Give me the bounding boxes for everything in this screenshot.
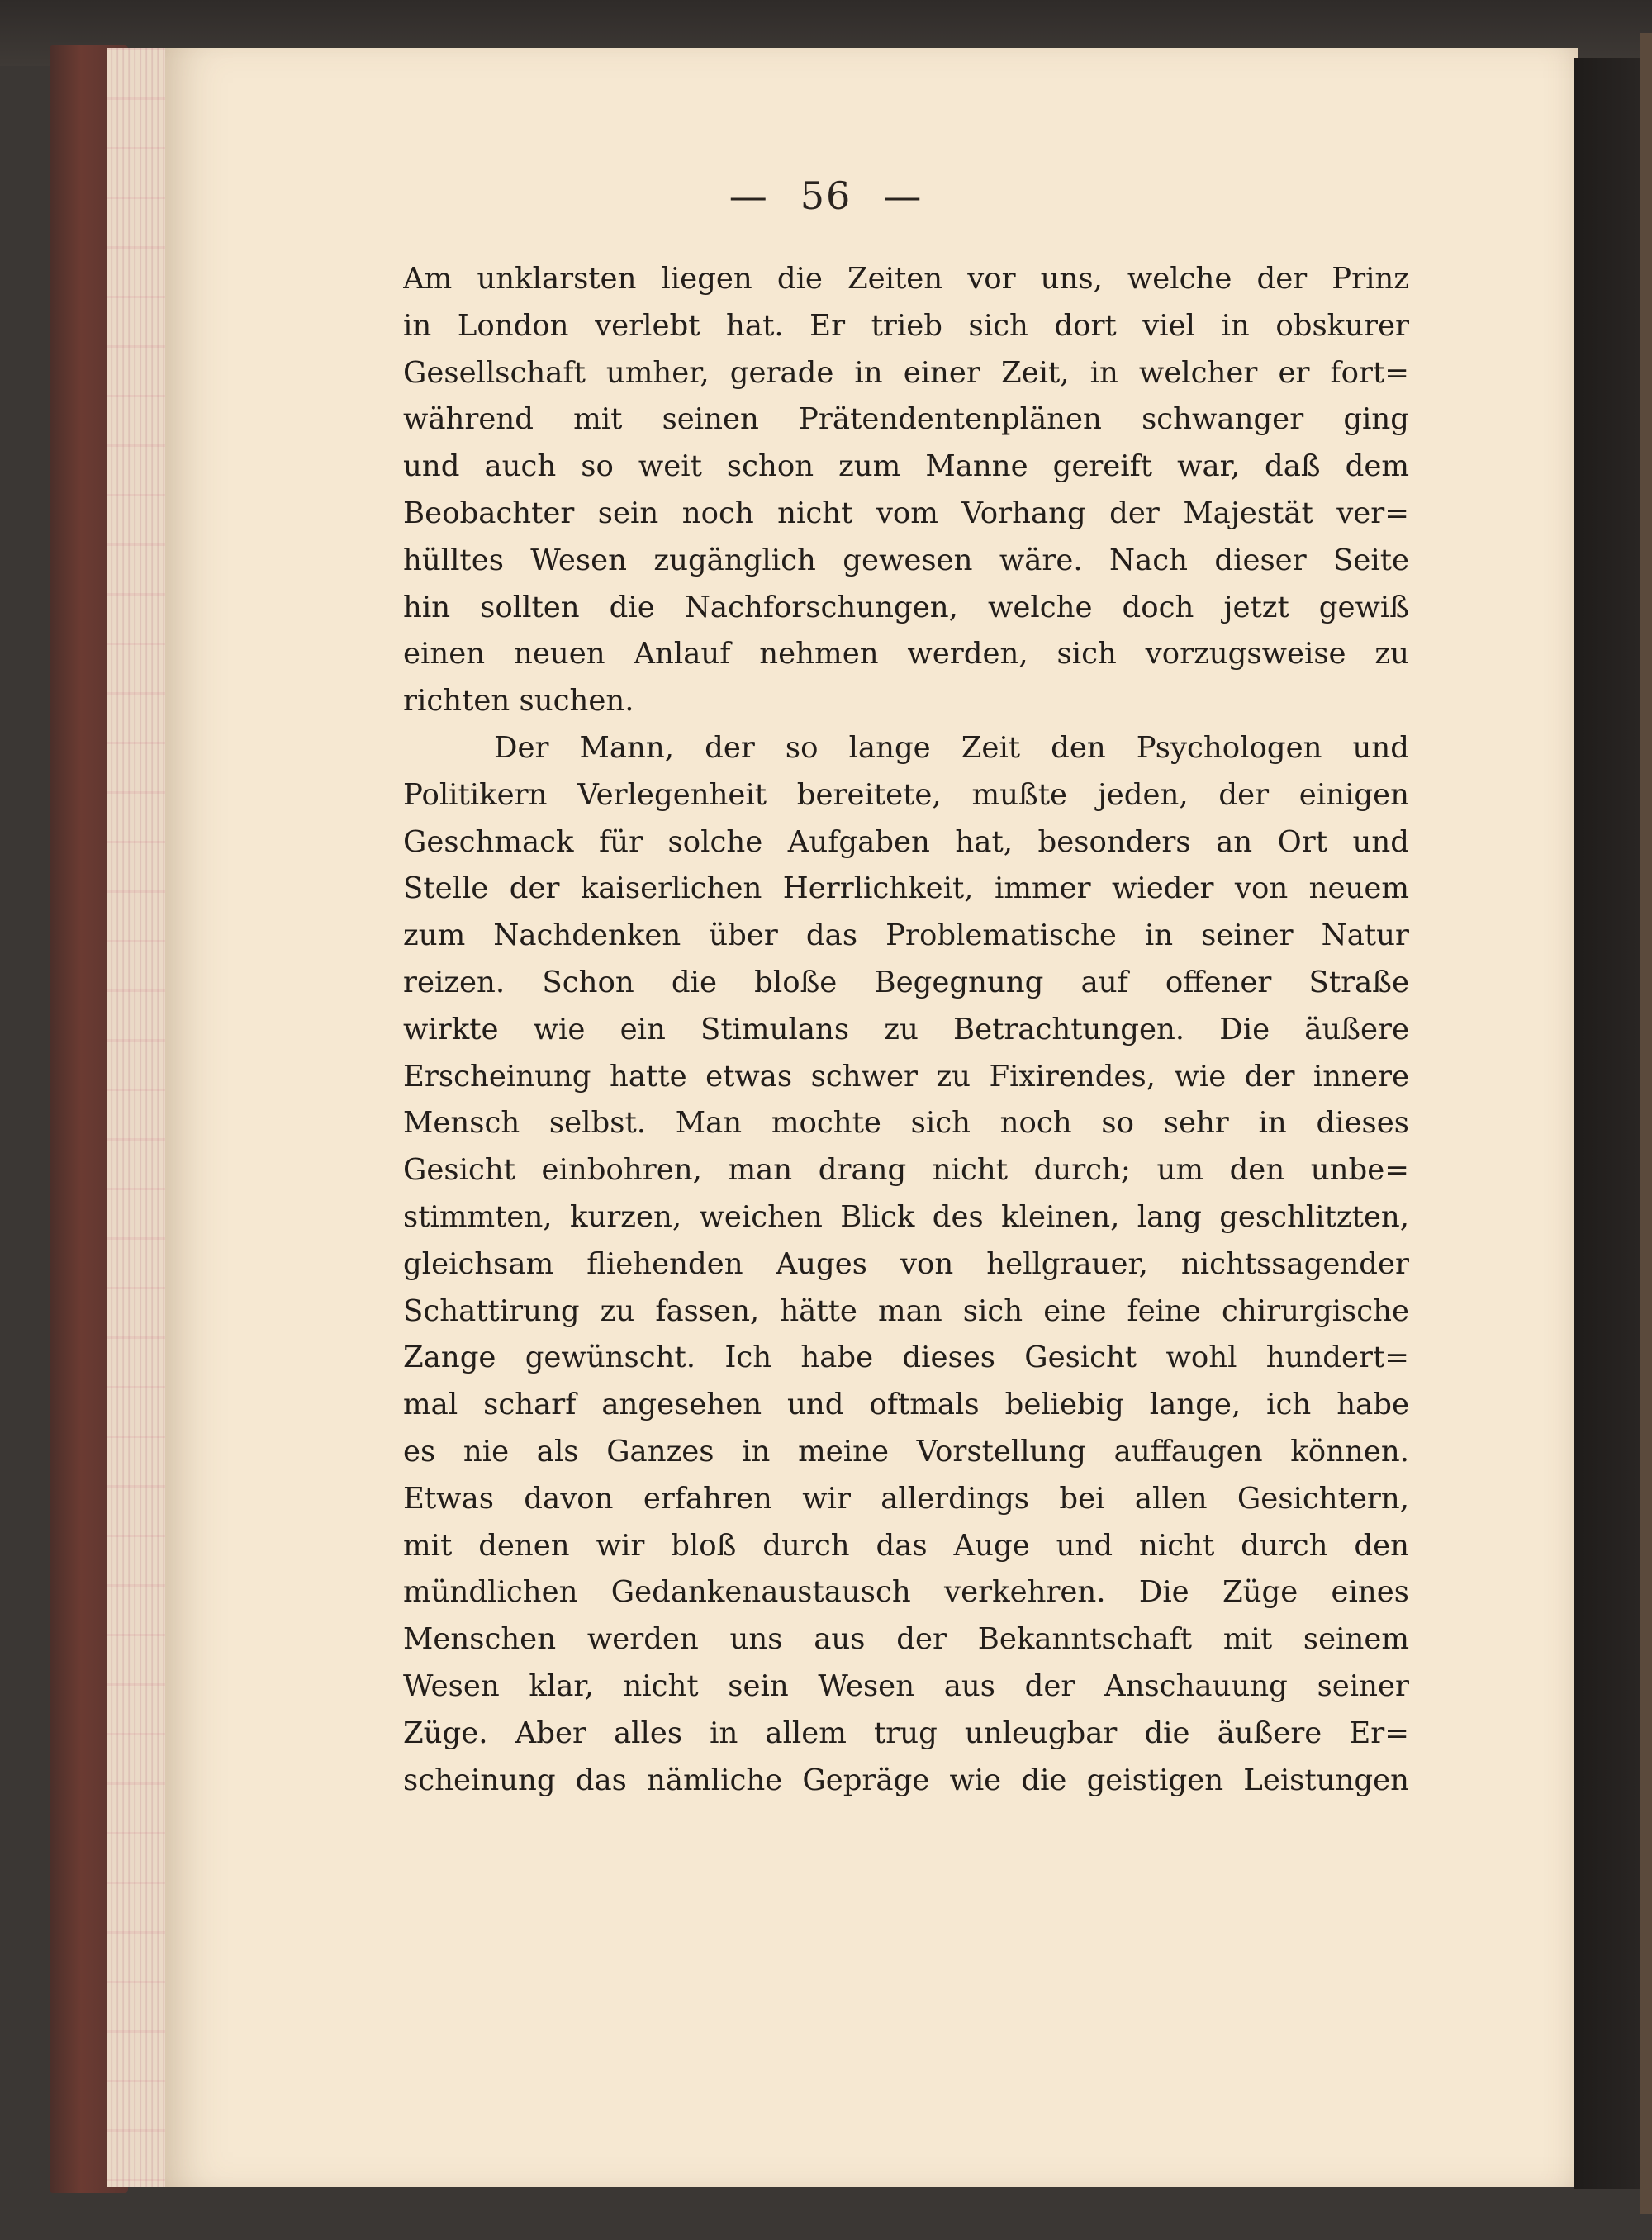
background-right (1640, 33, 1652, 2214)
text-line: stimmten, kurzen, weichen Blick des kleinen, lang geschlitzten, (403, 1199, 1409, 1234)
text-line: Stelle der kaiserlichen Herrlichkeit, immer wieder von neuem (403, 871, 1409, 906)
text-line: hülltes Wesen zugänglich gewesen wäre. Nach dieser Seite (403, 543, 1409, 577)
text-line: während mit seinen Prätendentenplänen schwanger ging (403, 402, 1409, 437)
text-line: Etwas davon erfahren wir allerdings bei allen Gesichtern, (403, 1481, 1409, 1516)
text-line: Züge. Aber alles in allem trug unleugbar die äußere Er= (403, 1716, 1409, 1750)
text-line: einen neuen Anlauf nehmen werden, sich vorzugsweise zu (403, 637, 1409, 672)
text-line: Gesellschaft umher, gerade in einer Zeit, in welcher er fort= (403, 355, 1409, 390)
text-line: und auch so weit schon zum Manne gereift war, daß dem (403, 449, 1409, 484)
text-line: mal scharf angesehen und oftmals beliebig lange, ich habe (403, 1388, 1409, 1422)
text-line: Menschen werden uns aus der Bekanntschaft mit seinem (403, 1622, 1409, 1657)
text-line: reizen. Schon die bloße Begegnung auf offener Straße (403, 965, 1409, 999)
page-edges (107, 48, 173, 2187)
page-number-header (0, 173, 1652, 218)
text-line: in London verlebt hat. Er trieb sich dort viel in obskurer (403, 308, 1409, 343)
text-line: richten suchen. (403, 684, 634, 719)
text-line: Geschmack für solche Aufgaben hat, besonders an Ort und (403, 824, 1409, 859)
text-line: Politikern Verlegenheit bereitete, mußte jeden, der einigen (403, 777, 1409, 812)
paragraph (403, 725, 1409, 1804)
text-line: Wesen klar, nicht sein Wesen aus der Anschauung seiner (403, 1668, 1409, 1703)
text-line: scheinung das nämliche Gepräge wie die geistigen Leistungen (403, 1763, 1409, 1797)
text-line: hin sollten die Nachforschungen, welche doch jetzt gewiß (403, 590, 1409, 624)
text-line: Gesicht einbohren, man drang nicht durch; um den unbe= (403, 1153, 1409, 1188)
paragraph (403, 256, 1409, 725)
text-line: wirkte wie ein Stimulans zu Betrachtungen. Die äußere (403, 1012, 1409, 1046)
text-line: Zange gewünscht. Ich habe dieses Gesicht wohl hundert= (403, 1341, 1409, 1375)
dash-left: — (729, 173, 769, 218)
text-line: Am unklarsten liegen die Zeiten vor uns, welche der Prinz (403, 262, 1409, 296)
text-line: mit denen wir bloß durch das Auge und nicht durch den (403, 1528, 1409, 1563)
text-line: Schattirung zu fassen, hätte man sich eine feine chirurgische (403, 1293, 1409, 1328)
text-line: Erscheinung hatte etwas schwer zu Fixirendes, wie der innere (403, 1059, 1409, 1094)
page-number: 56 (800, 173, 852, 218)
text-line: gleichsam fliehenden Auges von hellgrauer, nichtssagender (403, 1246, 1409, 1281)
text-line: Der Mann, der so lange Zeit den Psychologen und (494, 730, 1409, 765)
body-text (403, 256, 1409, 1804)
text-line: mündlichen Gedankenaustausch verkehren. Die Züge eines (403, 1575, 1409, 1610)
text-line: Beobachter sein noch nicht vom Vorhang der Majestät ver= (403, 496, 1409, 530)
dash-right: — (883, 173, 923, 218)
text-line: zum Nachdenken über das Problematische in seiner Natur (403, 918, 1409, 953)
text-line: es nie als Ganzes in meine Vorstellung auffaugen können. (403, 1434, 1409, 1469)
text-line: Mensch selbst. Man mochte sich noch so sehr in dieses (403, 1106, 1409, 1141)
